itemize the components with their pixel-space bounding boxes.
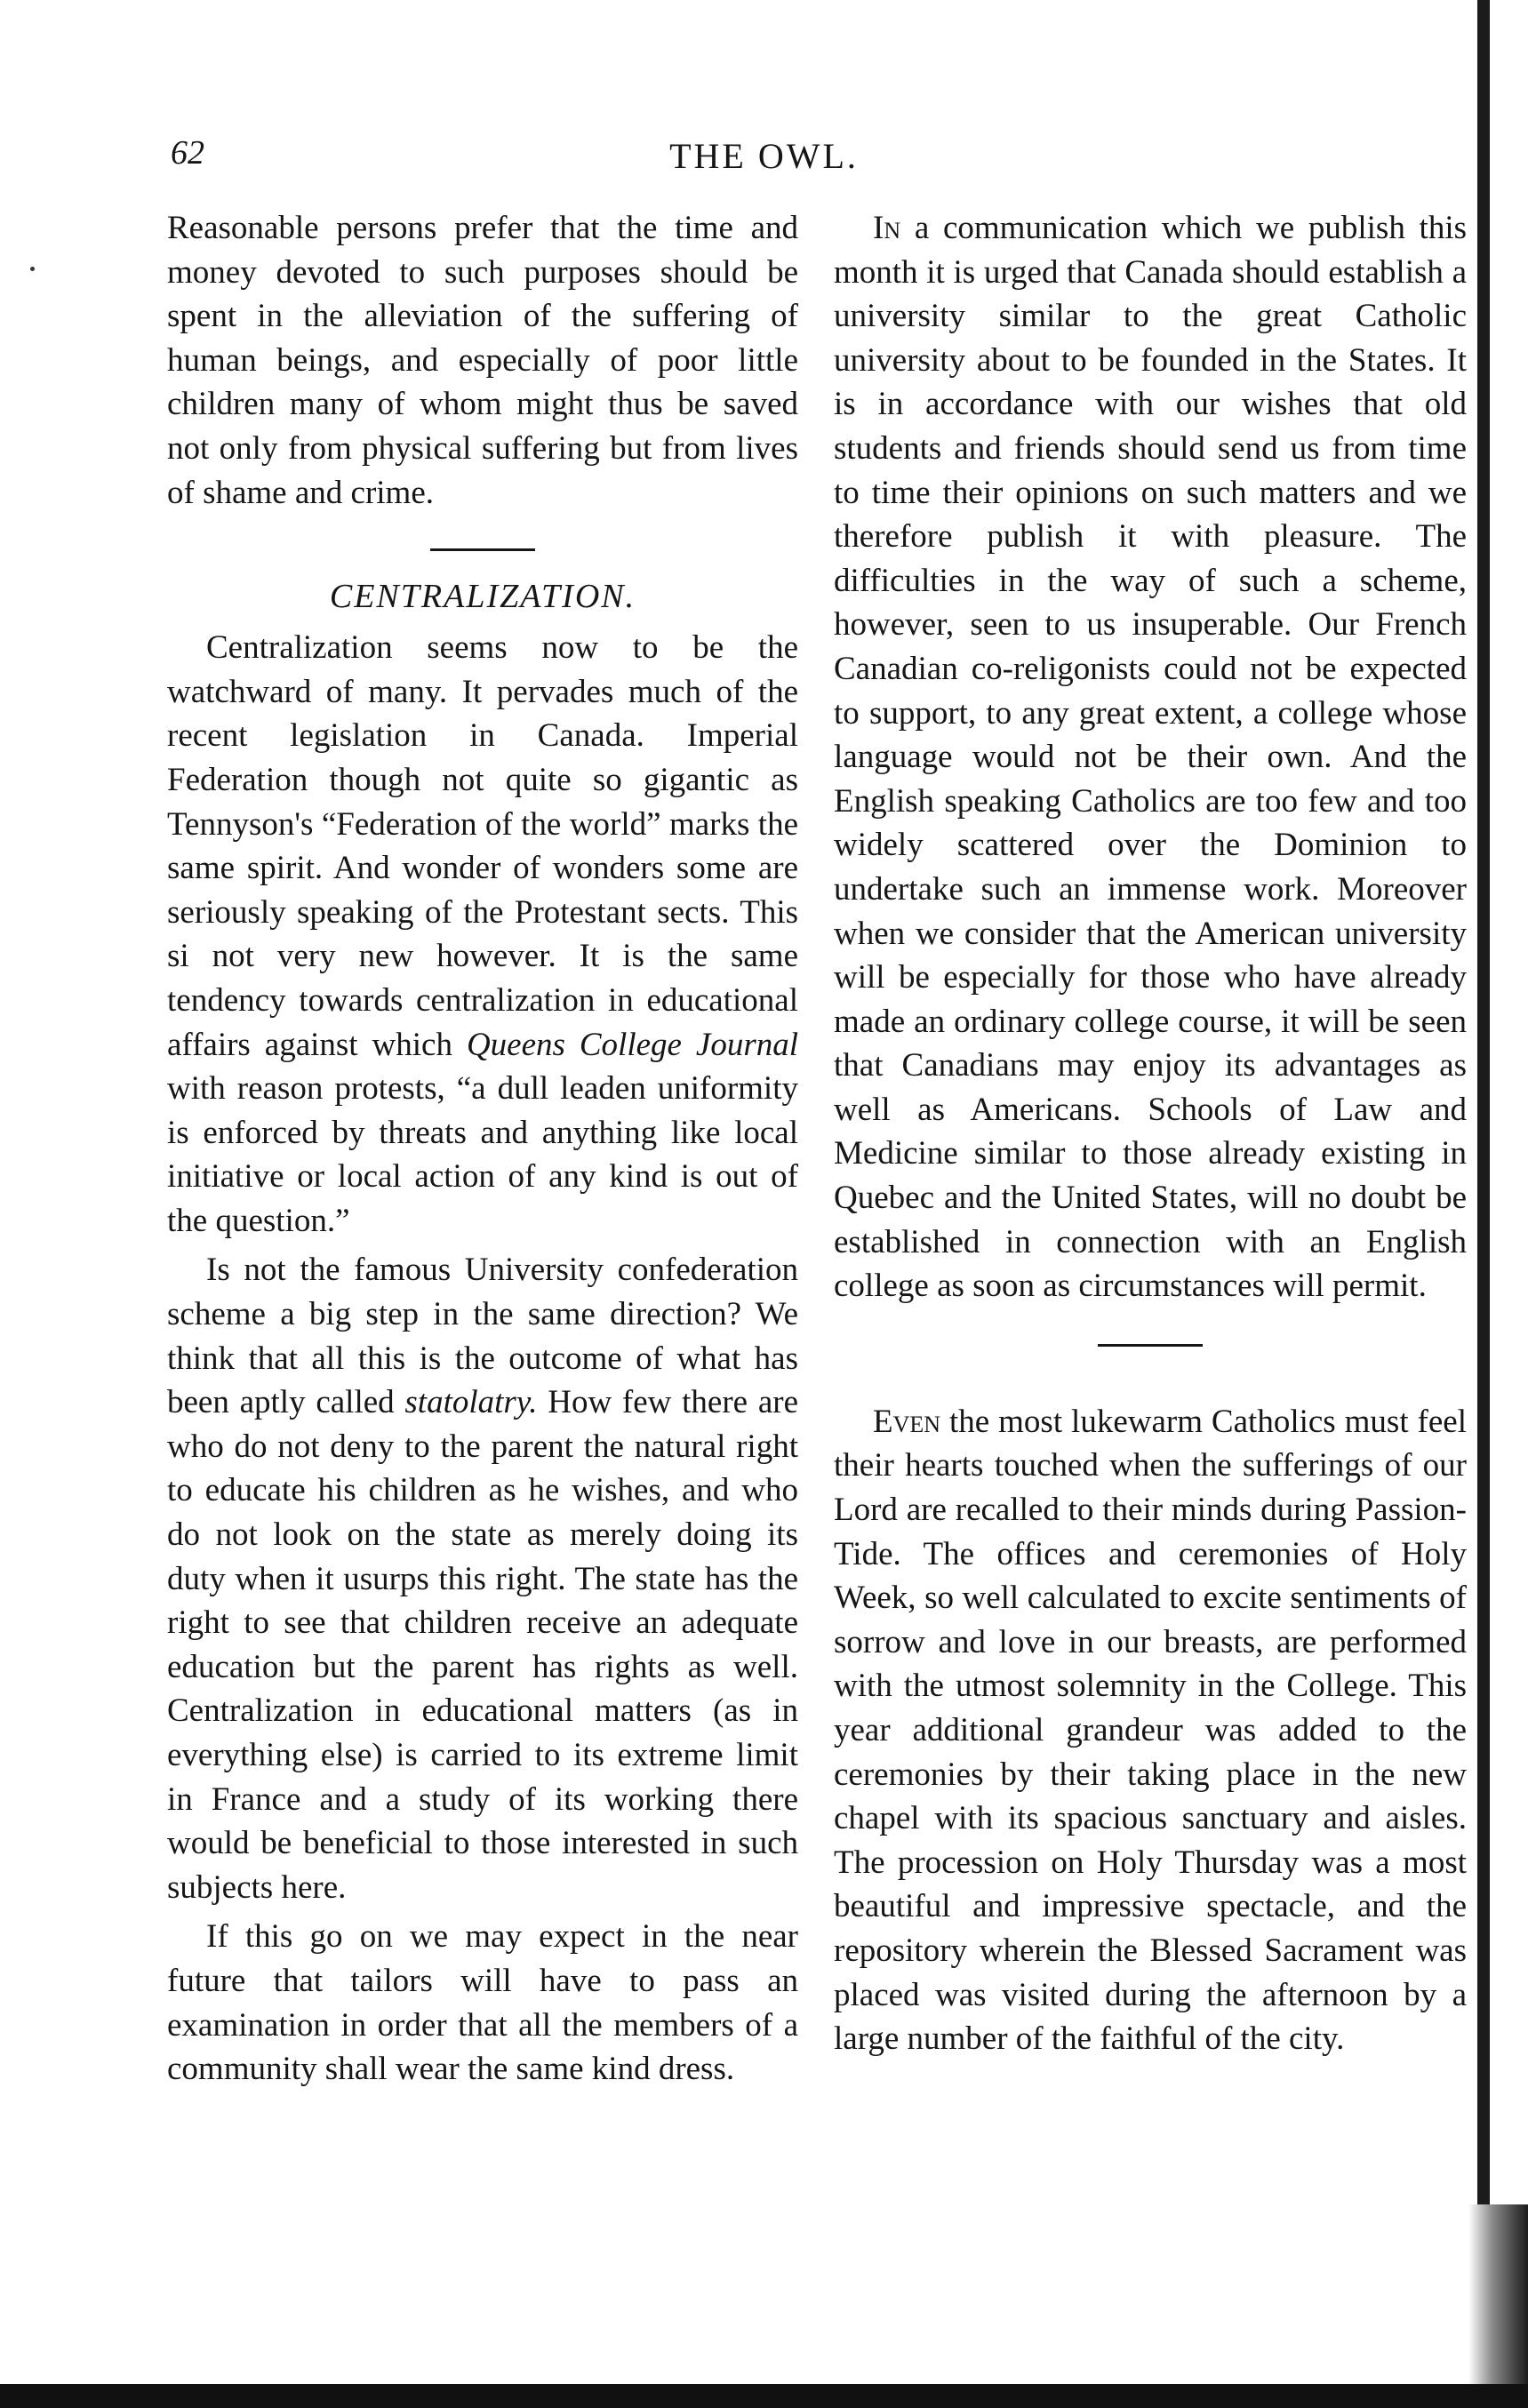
university-paragraph — [834, 206, 1467, 1308]
centralization-paragraph-3: If this go on we may expect in the near future that tailors will have to pass an examination in order that all the members of a community shall wear the same kind dress. — [167, 1918, 798, 2088]
paragraph-text: Is not the famous University confederation scheme a big step in the same direction? We think that all this is the outcome of what has been aptly called — [167, 1252, 798, 1421]
paragraph-text: with reason protests, “a dull leaden uniformity is enforced by threats and anything like local initiative or local action of any kind is out of the question.” — [167, 1070, 798, 1239]
section-divider — [1098, 1344, 1203, 1347]
stray-ink-mark — [30, 267, 35, 271]
paragraph-text: a communication which we publish this month it is urged that Canada should establish a university similar to the great Catholic university about to be founded in the States. It is in accordance with our wishes that old students and friends should send us from time to time their opinions on such matters and we therefore publish it with pleasure. The difficulties in the way of such a scheme, however, seen to us insuperable. Our French Canadian co-religonists could not be expected to support, to any great extent, a college whose language would not be their own. And the English speaking Catholics are too few and too widely scattered over the Dominion to undertake such an immense work. Moreover when we consider that the American university will be especially for those who have already made an ordinary college course, it will be seen that Canadians may enjoy its advantages as well as Americans. Schools of Law and Medicine similar to those already existing in Quebec and the United States, will no doubt be established in connection with an English college as soon as circumstances will permit. — [834, 210, 1467, 1305]
scan-bottom-edge — [0, 2384, 1528, 2408]
centralization-paragraph-1 — [167, 626, 798, 1243]
continued-paragraph: Reasonable persons prefer that the time and money devoted to such purposes should be spent in the alleviation of the suffering of human beings, and especially of poor little children many of whom might thus be saved not only from physical suffering but from lives of shame and crime. — [167, 210, 798, 511]
centralization-paragraph-2 — [167, 1248, 798, 1909]
lead-word: Even — [873, 1403, 941, 1440]
running-title: THE OWL. — [669, 136, 859, 176]
page-corner-shadow — [1468, 2204, 1528, 2408]
page-edge-shadow — [1477, 0, 1490, 2408]
right-column — [834, 206, 1467, 2061]
left-column — [167, 206, 798, 2092]
paragraph-text: the most lukewarm Catholics must feel their hearts touched when the sufferings of our Lord are recalled to their minds during Passion-Tide. The offices and ceremonies of Holy Week, so well calculated to excite sentiments of sorrow and love in our breasts, are performed with the utmost solemnity in the College. This year additional grandeur was added to the ceremonies by their taking place in the new chapel with its spacious sanctuary and aisles. The procession on Holy Thursday was a most beautiful and impressive spectacle, and the repository wherein the Blessed Sacrament was placed was visited during the afternoon by a large number of the faithful of the city. — [834, 1403, 1467, 2058]
page-number: 62 — [171, 134, 204, 172]
lead-word: In — [873, 210, 901, 246]
holy-week-paragraph — [834, 1400, 1467, 2061]
paragraph-text: How few there are who do not deny to the parent the natural right to educate his children as he wishes, and who do not look on the state as merely doing its duty when it usurps this right. The state has the right to see that children receive an adequate education but the parent has rights as well. Centralization in educational matters (as in everything else) is carried to its extreme limit in France and a study of its working there would be beneficial to those interested in such subjects here. — [167, 1384, 798, 1906]
emphasized-term: statolatry. — [404, 1384, 538, 1421]
section-heading: CENTRALIZATION. — [329, 578, 636, 616]
journal-title: Queens College Journal — [466, 1026, 799, 1063]
section-divider — [430, 548, 535, 551]
paragraph-text: Centralization seems now to be the watchward of many. It pervades much of the recent legislation in Canada. Imperial Federation though not quite so gigantic as Tennyson's “Federation of the world” marks the same spirit. And wonder of wonders some are seriously speaking of the Protestant sects. This si not very new however. It is the same tendency towards centralization in educational affairs against which — [167, 629, 798, 1063]
